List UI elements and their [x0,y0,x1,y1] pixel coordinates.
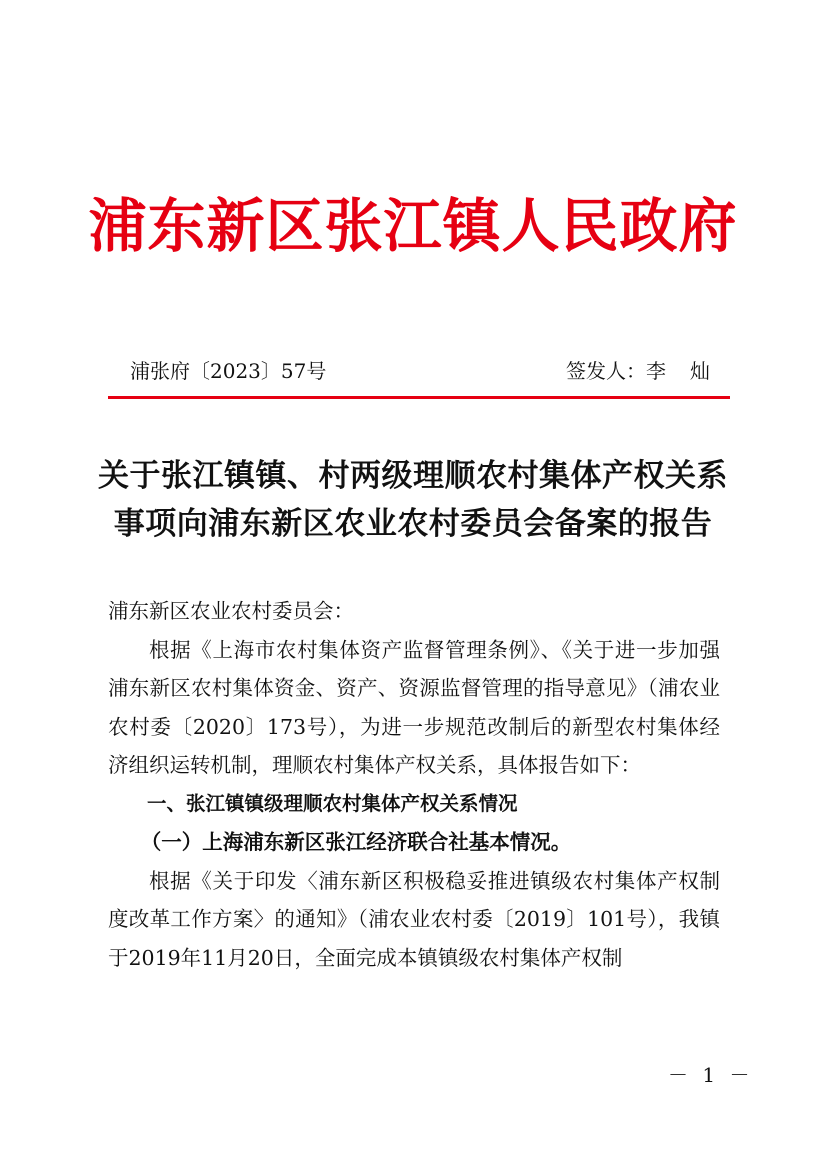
subsection-heading-1: （一）上海浦东新区张江经济联合社基本情况。 [140,830,572,854]
document-title [90,452,736,548]
issuing-organization-title: 浦东新区张江镇人民政府 [88,192,738,260]
salutation: 浦东新区农业农村委员会： [108,599,354,623]
document-number: 浦张府〔2023〕57号 [130,359,327,383]
red-divider-line [108,396,730,399]
document-title-line-2: 事项向浦东新区农业农村委员会备案的报告 [113,506,713,542]
signer [566,356,734,386]
signer-name: 李灿 [646,359,734,383]
document-title-line-1: 关于张江镇镇、村两级理顺农村集体产权关系 [98,458,728,494]
document-meta-row [130,356,734,386]
body-paragraph-2: 根据《关于印发〈浦东新区积极稳妥推进镇级农村集体产权制度改革工作方案〉的通知》（浦农业农村委〔2019〕101号），我镇于2019年11月20日，全面完成本镇镇级农村集体产权制 [108,868,720,970]
body-paragraph-1: 根据《上海市农村集体资产监督管理条例》、《关于进一步加强浦东新区农村集体资金、资产、资源监督管理的指导意见》（浦农业农村委〔2020〕173号），为进一步规范改制后的新型农村集体经济组织运转机制，理顺农村集体产权关系，具体报告如下： [108,637,720,777]
page-number: － 1 － [668,1063,754,1087]
section-heading-1: 一、张江镇镇级理顺农村集体产权关系情况 [147,791,518,815]
signer-label: 签发人： [566,359,646,383]
document-body [108,592,720,977]
